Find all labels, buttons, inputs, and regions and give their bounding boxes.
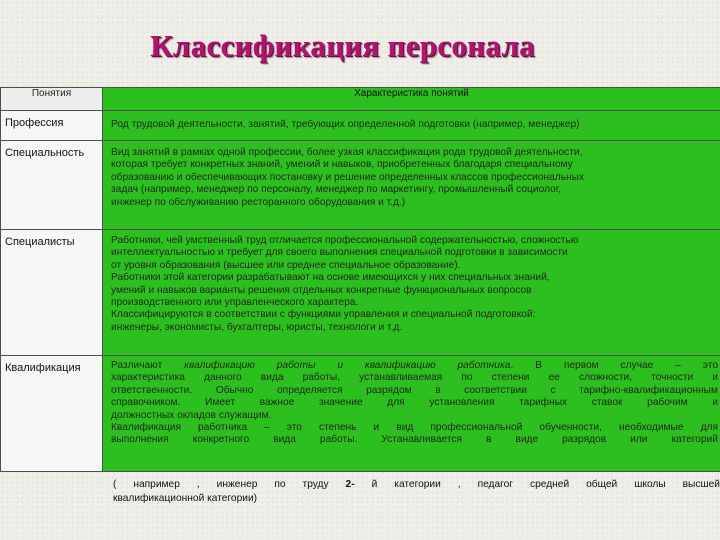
desc-line: умений и навыков варианты решения отдельных конкретные функциональных вопросов [111, 284, 532, 296]
tail-line [113, 478, 720, 492]
desc-cell [103, 141, 720, 230]
desc-line: Классифицируются в соответствии с функциями управления и специальной подготовкой: [111, 309, 536, 321]
desc-line: задач (например, менеджер по персоналу, менеджер по маркетингу, промышленный социолог, [111, 184, 562, 196]
desc-line [111, 360, 718, 372]
qualification-tail [113, 478, 720, 506]
desc-cell [103, 356, 720, 472]
desc-line: должностных окладов служащим. [111, 409, 272, 421]
tail-post: й категории , педагог средней общей школы высшей [371, 479, 720, 490]
desc-line-pre: Различают [111, 360, 163, 371]
tail-bold: 2- [345, 479, 355, 490]
desc-line-post: . В первом случае – это [510, 360, 718, 371]
desc-line: Род трудовой деятельности, занятий, требующих определенной подготовки (например, менеджер) [111, 119, 580, 130]
table-header-row [1, 88, 720, 111]
tail-line: квалификационной категории) [113, 493, 258, 504]
desc-line: Квалификация работника – это степень и вид профессиональной обученности, необходимые для [111, 422, 718, 434]
desc-line: которая требует конкретных знаний, умений и навыков, приобретенных благодаря специальному [111, 159, 573, 171]
desc-cell [103, 111, 720, 141]
term-cell: Специалисты [1, 230, 103, 356]
table-row [1, 356, 720, 472]
desc-line: характеристика данного вида работы, устанавливаемая по степени ее сложности, точности и [111, 372, 718, 384]
desc-line: справочником. Имеет важное значение для установления тарифных ставок рабочим и [111, 397, 718, 409]
term-cell: Специальность [1, 141, 103, 230]
desc-line: Вид занятий в рамках одной профессии, более узкая классификация рода трудовой деятельности, [111, 147, 583, 158]
desc-line: инженер по обслуживанию ресторанного оборудования и т.д.) [111, 196, 406, 208]
page-title: Классификация персонала [150, 28, 535, 63]
desc-line: Работники, чей умственный труд отличается профессиональной содержательностью, сложностью [111, 235, 579, 246]
term-cell: Квалификация [1, 356, 103, 472]
tail-pre: ( например , инженер по труду [113, 479, 329, 490]
table-row [1, 111, 720, 141]
term-cell: Профессия [1, 111, 103, 141]
desc-cell [103, 230, 720, 356]
desc-line: интеллектуальностью и требует для своего выполнения специальной подготовки в зависимости [111, 247, 568, 259]
desc-line: образованию и обеспечивающих постановку и решение определенных классов профессиональных [111, 171, 585, 183]
header-desc: Характеристика понятий [103, 88, 720, 111]
desc-line: производственного или управленческого характера. [111, 297, 359, 309]
classification-table [0, 87, 720, 472]
desc-line-italic: квалификацию работы и квалификацию работника [184, 360, 511, 371]
desc-line: Работники этой категории разрабатывают на основе имеющихся у них специальных знаний, [111, 272, 550, 284]
table-row [1, 230, 720, 356]
desc-line: инженеры, экономисты, бухгалтеры, юристы, технологи и т.д. [111, 321, 403, 333]
table-row [1, 141, 720, 230]
desc-line: ответственности. Обычно определяется разрядом в соответствии с тарифно-квалификационным [111, 384, 718, 396]
desc-line: от уровня образования (высшее или среднее специальное образование). [111, 259, 461, 271]
desc-line: выполнения конкретного вида работы. Устанавливается в виде разрядов или категорий [111, 434, 718, 446]
header-term: Понятия [1, 88, 103, 111]
